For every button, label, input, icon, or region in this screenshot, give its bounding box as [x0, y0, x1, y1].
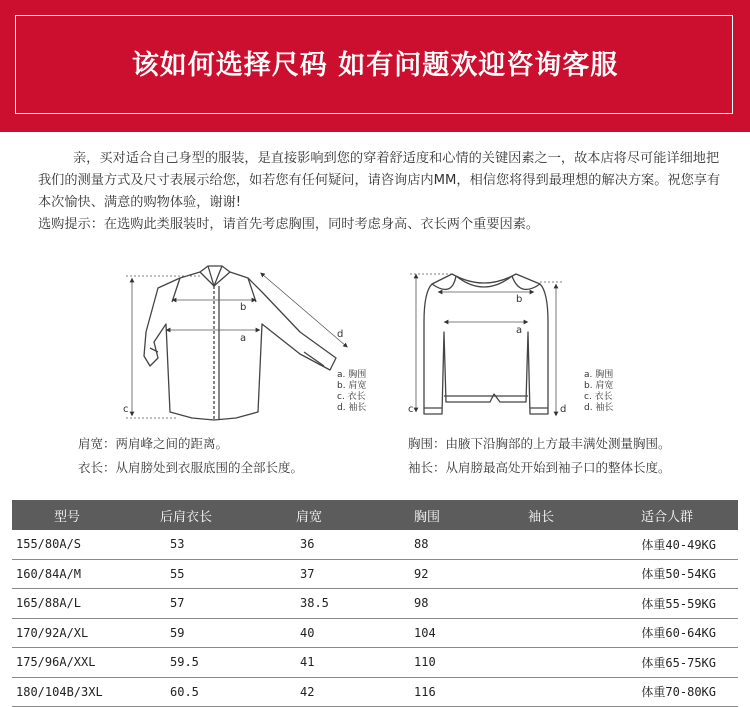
cell-model: 155/80A/S	[12, 530, 122, 559]
table-row	[12, 648, 738, 678]
legend-item: a. 胸围	[337, 370, 367, 380]
cell-shoulder: 36	[250, 530, 368, 559]
cell-suitable: 体重40-49KG	[596, 530, 738, 559]
intro-paragraph: 亲，买对适合自己身型的服装，是直接影响到您的穿着舒适度和心情的关键因素之一，故本店将尽可能详细地把我们的测量方式及尺寸表展示给您，如若您有任何疑问，请咨询店内MM，相信您将得到最理想的解决方案。祝您享有本次愉快、满意的购物体验，谢谢!	[38, 151, 721, 210]
intro-text	[38, 148, 728, 236]
header-chest: 胸围	[368, 500, 486, 530]
cell-back-length: 60.5	[122, 677, 250, 707]
legend-item: d. 袖长	[584, 403, 614, 413]
cell-model: 160/84A/M	[12, 559, 122, 589]
legend-item: d. 袖长	[337, 403, 367, 413]
sweater-measure-lines	[410, 274, 562, 414]
legend-item: b. 肩宽	[584, 381, 614, 391]
cell-model: 175/96A/XXL	[12, 648, 122, 678]
shirt-label-b: b	[240, 302, 247, 313]
cell-shoulder: 41	[250, 648, 368, 678]
legend-item: b. 肩宽	[337, 381, 367, 391]
legend-item: c. 衣长	[584, 392, 613, 402]
cell-sleeve	[486, 589, 596, 619]
definition-sleeve: 袖长：从肩膀最高处开始到袖子口的整体长度。	[408, 460, 671, 475]
sweater-legend	[584, 370, 613, 414]
shirt-measure-lines	[126, 274, 346, 418]
sweater-illustration	[424, 274, 548, 414]
header-back-length: 后肩衣长	[122, 500, 250, 530]
cell-suitable: 体重65-75KG	[596, 648, 738, 678]
sweater-label-b: b	[516, 294, 523, 305]
buying-tip: 选购提示：在选购此类服装时，请首先考虑胸围，同时考虑身高、衣长两个重要因素。	[38, 217, 540, 232]
size-table	[12, 500, 738, 707]
table-row	[12, 530, 738, 559]
shirt-label-c: c	[123, 404, 129, 415]
cell-model: 180/104B/3XL	[12, 677, 122, 707]
cell-sleeve	[486, 677, 596, 707]
cell-shoulder: 42	[250, 677, 368, 707]
page-title: 该如何选择尺码 如有问题欢迎咨询客服	[131, 50, 619, 81]
header-model: 型号	[12, 500, 122, 530]
shirt-label-d: d	[337, 329, 344, 340]
header-shoulder: 肩宽	[250, 500, 368, 530]
cell-shoulder: 40	[250, 618, 368, 648]
legend-item: a. 胸围	[584, 370, 614, 380]
cell-chest: 88	[368, 530, 486, 559]
table-row	[12, 589, 738, 619]
table-row	[12, 559, 738, 589]
cell-sleeve	[486, 559, 596, 589]
cell-suitable: 体重55-59KG	[596, 589, 738, 619]
cell-back-length: 57	[122, 589, 250, 619]
cell-shoulder: 38.5	[250, 589, 368, 619]
shirt-legend	[337, 370, 366, 414]
cell-chest: 116	[368, 677, 486, 707]
legend-item: c. 衣长	[337, 392, 366, 402]
cell-suitable: 体重60-64KG	[596, 618, 738, 648]
definition-shoulder: 肩宽：两肩峰之间的距离。	[78, 436, 229, 451]
header-suitable: 适合人群	[596, 500, 738, 530]
cell-model: 170/92A/XL	[12, 618, 122, 648]
definition-length: 衣长：从肩膀处到衣服底围的全部长度。	[78, 460, 304, 475]
cell-chest: 110	[368, 648, 486, 678]
cell-back-length: 55	[122, 559, 250, 589]
shirt-label-a: a	[240, 333, 247, 344]
definition-chest: 胸围：由腋下沿胸部的上方最丰满处测量胸围。	[408, 436, 671, 451]
sweater-label-a: a	[516, 325, 523, 336]
cell-back-length: 53	[122, 530, 250, 559]
sweater-label-d: d	[560, 404, 567, 415]
table-header-row	[12, 500, 738, 530]
cell-sleeve	[486, 648, 596, 678]
sweater-label-c: c	[408, 404, 414, 415]
cell-model: 165/88A/L	[12, 589, 122, 619]
header-sleeve: 袖长	[486, 500, 596, 530]
measurement-diagram	[0, 262, 750, 422]
cell-chest: 104	[368, 618, 486, 648]
header-banner	[0, 0, 750, 132]
table-row	[12, 677, 738, 707]
cell-shoulder: 37	[250, 559, 368, 589]
cell-suitable: 体重70-80KG	[596, 677, 738, 707]
cell-back-length: 59	[122, 618, 250, 648]
cell-chest: 92	[368, 559, 486, 589]
cell-sleeve	[486, 530, 596, 559]
table-row	[12, 618, 738, 648]
cell-chest: 98	[368, 589, 486, 619]
cell-sleeve	[486, 618, 596, 648]
cell-suitable: 体重50-54KG	[596, 559, 738, 589]
cell-back-length: 59.5	[122, 648, 250, 678]
